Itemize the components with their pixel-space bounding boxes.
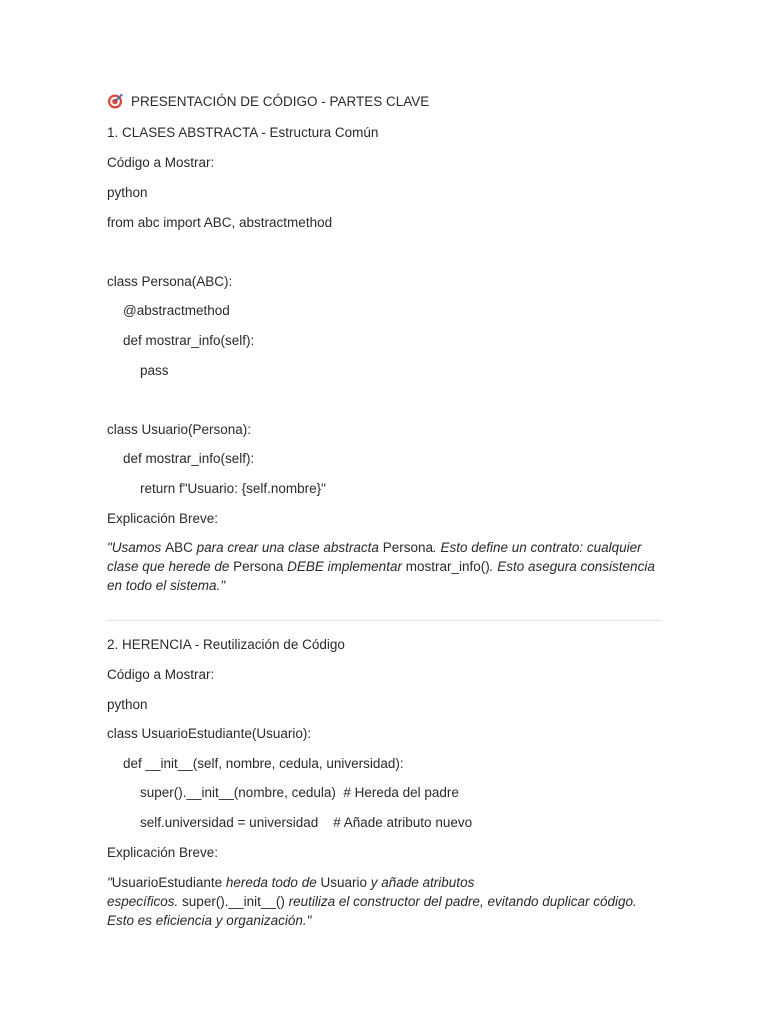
- section-divider: [107, 620, 662, 621]
- section1-explanation: "Usamos ABC para crear una clase abstracta Persona. Esto define un contrato: cualquier clase que herede de Persona DEBE implementar mostrar_info(). Esto asegura consistencia en todo el sistema.": [107, 540, 655, 593]
- code-line: self.universidad = universidad # Añade atributo nuevo: [140, 815, 473, 830]
- section1-code-label: Código a Mostrar:: [107, 155, 215, 170]
- code-line: from abc import ABC, abstractmethod: [107, 215, 333, 230]
- code-line: def __init__(self, nombre, cedula, universidad):: [123, 756, 404, 771]
- section2-explain-label: Explicación Breve:: [107, 845, 219, 860]
- page-title-row: [107, 93, 429, 111]
- code-line: super().__init__(nombre, cedula) # Hereda del padre: [140, 785, 459, 800]
- section2-lang: python: [107, 697, 148, 712]
- code-line: class Usuario(Persona):: [107, 422, 252, 437]
- section1-lang: python: [107, 185, 148, 200]
- code-line: class UsuarioEstudiante(Usuario):: [107, 726, 312, 741]
- code-line: return f"Usuario: {self.nombre}": [140, 481, 326, 496]
- code-line: def mostrar_info(self):: [123, 451, 255, 466]
- code-line: @abstractmethod: [123, 303, 230, 318]
- section2-code-label: Código a Mostrar:: [107, 667, 215, 682]
- code-line: class Persona(ABC):: [107, 274, 233, 289]
- section2-heading: 2. HERENCIA - Reutilización de Código: [107, 637, 345, 652]
- page-title: PRESENTACIÓN DE CÓDIGO - PARTES CLAVE: [131, 94, 430, 109]
- target-icon: [107, 93, 123, 109]
- code-line: def mostrar_info(self):: [123, 333, 255, 348]
- code-line: pass: [140, 363, 169, 378]
- section1-explain-label: Explicación Breve:: [107, 511, 219, 526]
- section1-heading: 1. CLASES ABSTRACTA - Estructura Común: [107, 125, 379, 140]
- section2-explanation: "UsuarioEstudiante hereda todo de Usuario y añade atributos específicos. super().__init__() reutiliza el constructor del padre, evitando duplicar código. Esto es eficiencia y organización.": [107, 875, 637, 928]
